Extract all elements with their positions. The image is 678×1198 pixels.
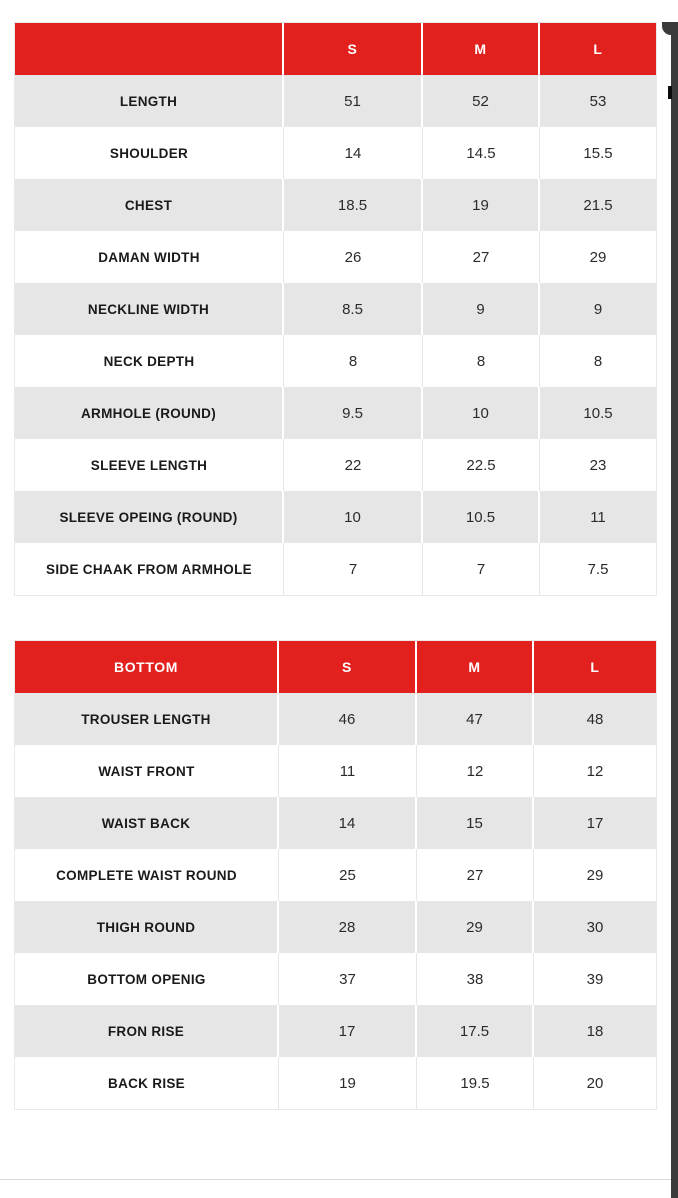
measurement-value: 14	[284, 127, 423, 179]
table-row	[15, 127, 656, 179]
bottom-size-chart-table	[14, 640, 657, 1110]
table-row	[15, 231, 656, 283]
measurement-value: 26	[284, 231, 423, 283]
header-cell-size-l: L	[534, 641, 656, 693]
measurement-label: TROUSER LENGTH	[15, 693, 279, 745]
table-row	[15, 849, 656, 901]
measurement-value: 27	[417, 849, 534, 901]
measurement-value: 29	[534, 849, 656, 901]
measurement-value: 51	[284, 75, 423, 127]
table-row	[15, 387, 656, 439]
measurement-value: 52	[423, 75, 540, 127]
measurement-value: 14	[279, 797, 417, 849]
measurement-value: 15.5	[540, 127, 656, 179]
table-row	[15, 693, 656, 745]
measurement-value: 10	[284, 491, 423, 543]
measurement-value: 29	[540, 231, 656, 283]
measurement-value: 12	[534, 745, 656, 797]
measurement-value: 8	[540, 335, 656, 387]
table-row	[15, 953, 656, 1005]
table-row	[15, 1005, 656, 1057]
header-cell-size-s: S	[284, 23, 423, 75]
table-row	[15, 75, 656, 127]
bottom-divider	[0, 1179, 671, 1180]
table-row	[15, 335, 656, 387]
measurement-label: SLEEVE LENGTH	[15, 439, 284, 491]
measurement-value: 9	[423, 283, 540, 335]
measurement-value: 20	[534, 1057, 656, 1109]
measurement-value: 11	[279, 745, 417, 797]
measurement-value: 19	[423, 179, 540, 231]
measurement-value: 19.5	[417, 1057, 534, 1109]
measurement-value: 27	[423, 231, 540, 283]
measurement-label: BACK RISE	[15, 1057, 279, 1109]
measurement-label: WAIST FRONT	[15, 745, 279, 797]
measurement-label: DAMAN WIDTH	[15, 231, 284, 283]
header-row	[15, 23, 656, 75]
measurement-value: 8	[284, 335, 423, 387]
table-row	[15, 491, 656, 543]
table-row	[15, 283, 656, 335]
measurement-value: 7	[284, 543, 423, 595]
measurement-value: 29	[417, 901, 534, 953]
measurement-value: 14.5	[423, 127, 540, 179]
measurement-value: 8	[423, 335, 540, 387]
measurement-value: 22.5	[423, 439, 540, 491]
measurement-label: SIDE CHAAK FROM ARMHOLE	[15, 543, 284, 595]
measurement-label: THIGH ROUND	[15, 901, 279, 953]
measurement-value: 7.5	[540, 543, 656, 595]
measurement-label: NECK DEPTH	[15, 335, 284, 387]
measurement-value: 47	[417, 693, 534, 745]
measurement-value: 10	[423, 387, 540, 439]
device-frame-edge	[671, 22, 678, 1198]
measurement-value: 15	[417, 797, 534, 849]
measurement-value: 21.5	[540, 179, 656, 231]
measurement-label: SHOULDER	[15, 127, 284, 179]
measurement-value: 38	[417, 953, 534, 1005]
measurement-value: 48	[534, 693, 656, 745]
measurement-value: 25	[279, 849, 417, 901]
measurement-label: BOTTOM OPENIG	[15, 953, 279, 1005]
measurement-value: 37	[279, 953, 417, 1005]
header-cell-size-l: L	[540, 23, 656, 75]
measurement-value: 30	[534, 901, 656, 953]
size-chart-page	[0, 22, 678, 1198]
measurement-value: 22	[284, 439, 423, 491]
measurement-label: WAIST BACK	[15, 797, 279, 849]
measurement-value: 46	[279, 693, 417, 745]
measurement-label: LENGTH	[15, 75, 284, 127]
measurement-value: 39	[534, 953, 656, 1005]
measurement-label: COMPLETE WAIST ROUND	[15, 849, 279, 901]
table-row	[15, 901, 656, 953]
device-frame-corner	[662, 22, 671, 35]
table-row	[15, 179, 656, 231]
header-cell-size-s: S	[279, 641, 417, 693]
header-cell-size-m: M	[417, 641, 534, 693]
measurement-value: 17.5	[417, 1005, 534, 1057]
measurement-value: 9	[540, 283, 656, 335]
measurement-label: SLEEVE OPEING (ROUND)	[15, 491, 284, 543]
measurement-label: FRON RISE	[15, 1005, 279, 1057]
top-size-chart-table	[14, 22, 657, 596]
right-edge-notch	[668, 86, 672, 99]
measurement-value: 53	[540, 75, 656, 127]
measurement-label: CHEST	[15, 179, 284, 231]
measurement-value: 18.5	[284, 179, 423, 231]
measurement-value: 23	[540, 439, 656, 491]
measurement-value: 10.5	[423, 491, 540, 543]
measurement-value: 12	[417, 745, 534, 797]
measurement-value: 9.5	[284, 387, 423, 439]
measurement-label: NECKLINE WIDTH	[15, 283, 284, 335]
table-row	[15, 543, 656, 595]
table-row	[15, 745, 656, 797]
table-row	[15, 1057, 656, 1109]
measurement-label: ARMHOLE (ROUND)	[15, 387, 284, 439]
measurement-value: 28	[279, 901, 417, 953]
measurement-value: 17	[534, 797, 656, 849]
table-row	[15, 439, 656, 491]
measurement-value: 18	[534, 1005, 656, 1057]
header-cell-bottom: BOTTOM	[15, 641, 279, 693]
header-row	[15, 641, 656, 693]
measurement-value: 8.5	[284, 283, 423, 335]
measurement-value: 7	[423, 543, 540, 595]
measurement-value: 17	[279, 1005, 417, 1057]
measurement-value: 11	[540, 491, 656, 543]
table-row	[15, 797, 656, 849]
measurement-value: 19	[279, 1057, 417, 1109]
header-cell-blank	[15, 23, 284, 75]
measurement-value: 10.5	[540, 387, 656, 439]
header-cell-size-m: M	[423, 23, 540, 75]
